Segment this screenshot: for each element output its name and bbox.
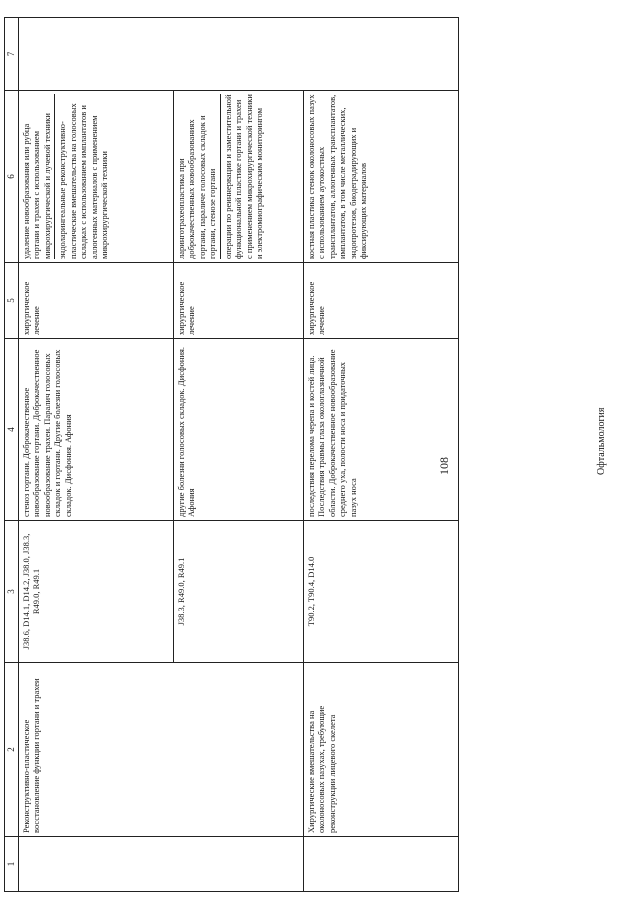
header-cell: 7 xyxy=(5,18,19,91)
table-row xyxy=(303,18,458,892)
diagnosis-cell: другие болезни голосовых складок. Дисфония. Афония xyxy=(173,339,303,521)
header-cell: 2 xyxy=(5,663,19,837)
treatment-cell: хирургическое лечение xyxy=(173,263,303,339)
header-cell: 4 xyxy=(5,339,19,521)
medical-care-table xyxy=(4,17,459,892)
method-text: костная пластика стенок околоносовых пазух с использованием аутокостных трансплантатов, аллогенных трансплантатов, имплантатов, в том числе металлических, эндопротезов, биодеградирующих и фиксирующих материалов xyxy=(305,94,368,259)
method-text: операции по реиннервации и заместительной функциональной пластике гортани и трахеи с применением микрохирургической техники и электромиографическим мониторингом xyxy=(220,94,265,259)
treatment-cell: хирургическое лечение xyxy=(18,263,173,339)
header-cell: 1 xyxy=(5,837,19,892)
header-cell: 6 xyxy=(5,91,19,263)
icd-codes-cell: J38.3, R49.0, R49.1 xyxy=(173,521,303,663)
header-cell: 3 xyxy=(5,521,19,663)
icd-codes-cell: T90.2, T90.4, D14.0 xyxy=(303,521,458,663)
method-cell xyxy=(173,91,303,263)
section-footer: Офтальмология xyxy=(596,407,607,475)
method-cell xyxy=(18,91,173,263)
treatment-cell: хирургическое лечение xyxy=(303,263,458,339)
method-text: ларинготрахеопластика при доброкачественных новообразованиях гортани, параличе голосовых складок и гортани, стенозе гортани xyxy=(175,115,217,259)
method-text: удаление новообразования или рубца гортани и трахеи с использованием микрохирургической и лучевой техники xyxy=(20,113,52,259)
cost-cell xyxy=(18,18,458,91)
icd-codes-cell: J38.6, D14.1, D14.2, J38.0, J38.3, R49.0, R49.1 xyxy=(18,521,173,663)
care-type-cell: Хирургические вмешательства на околоносовых пазухах, требующие реконструкции лицевого скелета xyxy=(303,663,458,837)
method-text: эндоларингеальные реконструктивно-пластические вмешательства на голосовых складках с использованием имплантатов и аллогенных материалов с применением микрохирургической техники xyxy=(54,94,110,259)
method-cell xyxy=(303,91,458,263)
care-type-cell: Реконструктивно-пластическое восстановление функции гортани и трахеи xyxy=(18,663,303,837)
row-number-cell xyxy=(303,837,458,892)
diagnosis-cell: стеноз гортани. Доброкачественное новообразование гортани. Доброкачественное новообразование трахеи. Паралич голосовых складок и гортани. Другие болезни голосовых складок. Дисфония. Афония xyxy=(18,339,173,521)
diagnosis-cell: последствия перелома черепа и костей лица. Последствия травмы глаза окологлазничной области. Доброкачественное новообразование среднего уха, полости носа и придаточных пазух носа xyxy=(303,339,458,521)
header-cell: 5 xyxy=(5,263,19,339)
page-number: 108 xyxy=(437,457,451,475)
table-row xyxy=(18,18,173,892)
table-header-row xyxy=(5,18,19,892)
row-number-cell xyxy=(18,837,303,892)
